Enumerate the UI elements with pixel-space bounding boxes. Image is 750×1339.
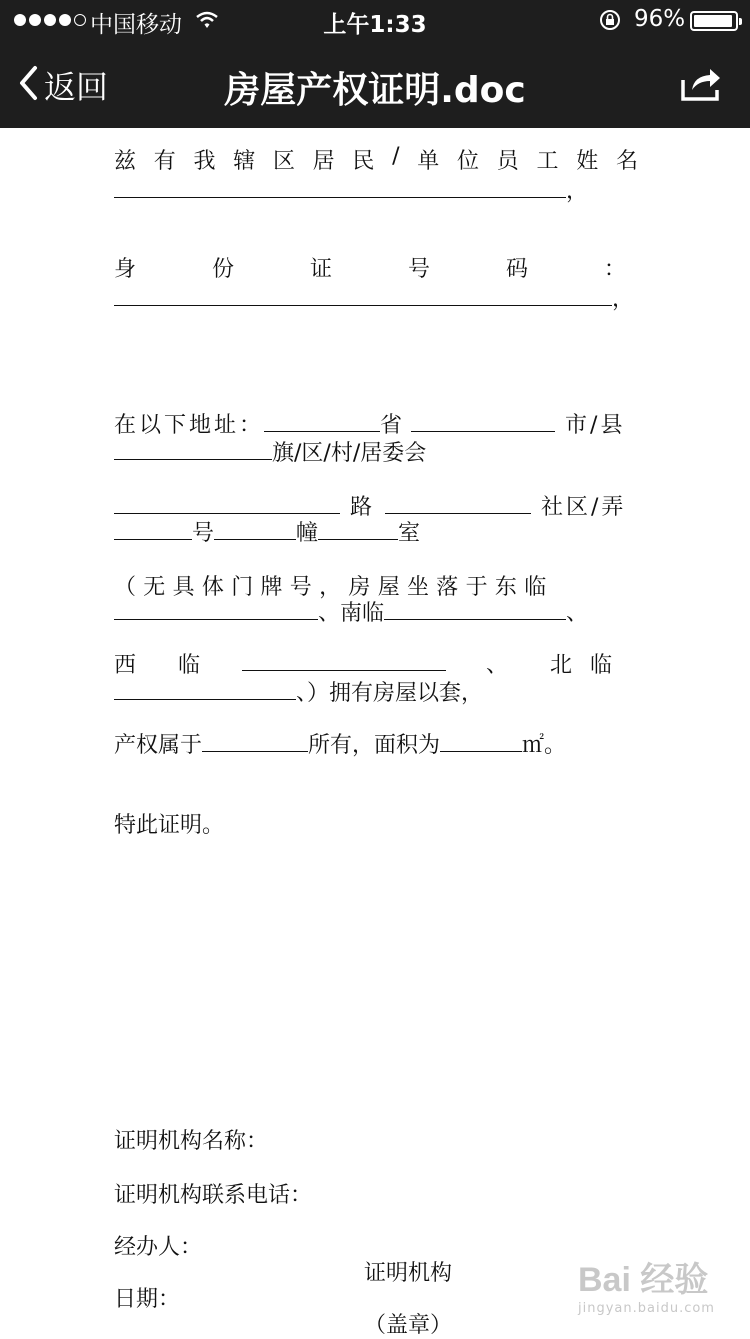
residence-line-char: 位 <box>457 149 480 174</box>
residence-line-char: 员 <box>496 149 519 174</box>
residence-line-char: 姓 <box>576 149 599 174</box>
address-line-2: 旗/区/村/居委会 <box>114 436 426 467</box>
status-bar <box>0 0 750 40</box>
org-name-label: 证明机构名称： <box>114 1129 269 1154</box>
id-label-char: 证 <box>309 257 332 282</box>
id-label-char: 号 <box>407 257 430 282</box>
id-label-char: ： <box>603 257 626 282</box>
south-blank[interactable] <box>384 597 566 620</box>
room-blank[interactable] <box>318 517 398 540</box>
west-blank[interactable] <box>242 648 446 671</box>
org-phone-label: 证明机构联系电话： <box>114 1183 313 1208</box>
district-blank[interactable] <box>114 437 272 460</box>
residence-line-char: 单 <box>417 149 440 174</box>
rotation-lock-icon <box>598 8 622 38</box>
id-number-blank[interactable] <box>114 283 612 306</box>
id-label-char: 份 <box>211 257 234 282</box>
date-label: 日期： <box>114 1287 181 1312</box>
handler-label: 经办人： <box>114 1235 203 1260</box>
id-number-blank-line: ， <box>114 282 634 313</box>
seal-label: （盖章） <box>363 1313 452 1338</box>
id-label-char: 码 <box>505 257 528 282</box>
residence-line-char: 有 <box>153 149 176 174</box>
document-body <box>0 128 750 1338</box>
navigation-bar <box>0 40 750 128</box>
address-line-1: 在以下地址： 省 市/县 <box>114 408 625 439</box>
residence-line-char: 民 <box>352 149 375 174</box>
residence-line-char: 区 <box>272 149 295 174</box>
north-blank[interactable] <box>114 677 296 700</box>
owner-blank[interactable] <box>202 729 308 752</box>
share-button[interactable] <box>680 64 722 106</box>
battery-percent: 96% <box>634 6 686 32</box>
east-blank[interactable] <box>114 597 318 620</box>
location-south-line: 、南临 、 <box>114 596 588 627</box>
residence-line-char: 我 <box>193 149 216 174</box>
location-north-line: 、）拥有房屋以套， <box>114 676 483 707</box>
battery-icon <box>690 11 738 31</box>
org-label: 证明机构 <box>363 1261 452 1286</box>
residence-line-char: 辖 <box>233 149 256 174</box>
house-number-line: 号 幢 室 <box>114 516 420 547</box>
name-blank[interactable] <box>114 175 566 198</box>
west-label-char: 临 <box>177 653 200 678</box>
province-blank[interactable] <box>264 409 380 432</box>
share-icon <box>680 87 722 106</box>
city-blank[interactable] <box>411 409 555 432</box>
building-blank[interactable] <box>214 517 296 540</box>
name-blank-line: ， <box>114 174 588 205</box>
back-label: 返回 <box>44 68 109 106</box>
residence-line-char: 名 <box>615 149 638 174</box>
id-label-char: 身 <box>114 257 137 282</box>
residence-line-char: / <box>392 144 400 169</box>
status-time: 上午1:33 <box>323 12 427 38</box>
road-line: 路 社区/弄 <box>114 490 626 521</box>
west-label-char: 西 <box>114 653 137 678</box>
certification-statement: 特此证明。 <box>114 813 225 838</box>
ownership-line: 产权属于 所有，面积为 ㎡。 <box>114 728 566 759</box>
location-west-line: 西 临 、 北临 <box>114 648 638 676</box>
road-blank[interactable] <box>114 491 340 514</box>
paragraph-residence-line <box>114 144 638 175</box>
residence-line-char: 兹 <box>114 149 137 174</box>
residence-line-char: 居 <box>312 149 335 174</box>
document-title: 房屋产权证明.doc <box>224 70 526 111</box>
area-blank[interactable] <box>440 729 522 752</box>
location-east-line: （无具体门牌号，房屋坐落于东临 <box>114 575 554 600</box>
carrier-label: 中国移动 <box>90 12 182 38</box>
community-blank[interactable] <box>385 491 531 514</box>
number-blank[interactable] <box>114 517 192 540</box>
baidu-jingyan-watermark: Bai 经验 jingyan.baidu.com <box>578 1261 715 1316</box>
id-number-label-line <box>114 252 626 283</box>
residence-line-char: 工 <box>536 149 559 174</box>
